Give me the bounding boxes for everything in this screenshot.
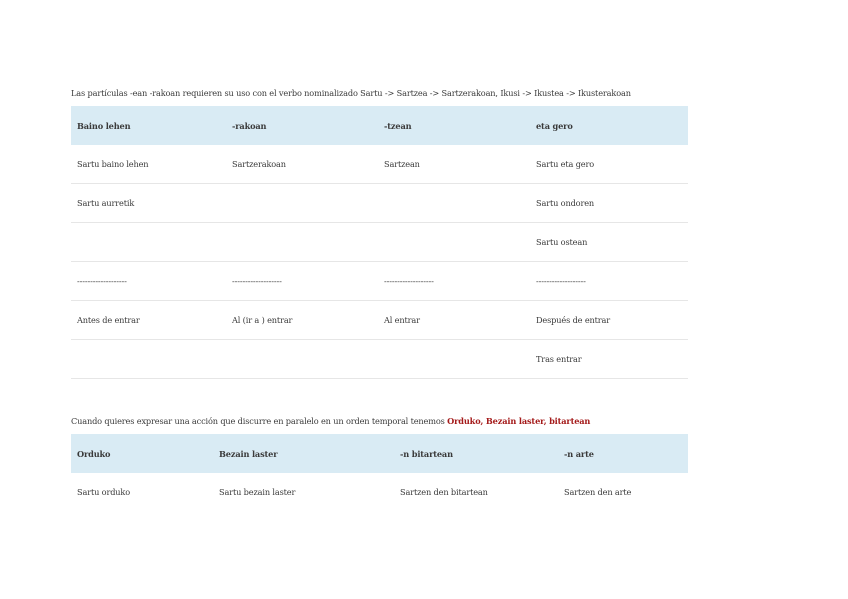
table-row-separator [71,262,688,301]
table-header-row [71,434,688,473]
table-cell: Sartu bezain laster [219,487,296,497]
table-row [71,223,688,262]
column-header: Orduko [71,434,213,473]
table-cell [378,184,530,223]
column-header: -n arte [558,434,688,473]
table-cell [226,184,378,223]
particles-table [71,106,688,379]
table-cell: Tras entrar [530,340,688,379]
column-header: eta gero [530,106,688,145]
table-cell: Sartu orduko [77,487,131,497]
table-cell: Sartu aurretik [71,184,226,223]
table-cell [378,223,530,262]
table-cell: ------------------- [226,262,378,301]
table-cell: Antes de entrar [71,301,226,340]
table-cell: Sartu ostean [530,223,688,262]
intro-paragraph-particles: Las partículas -ean -rakoan requieren su uso con el verbo nominalizado Sartu -> Sartzea -> Sartzerakoan, Ikusi -> Ikustea -> Ikusterakoan [71,88,631,98]
table-cell: Al entrar [378,301,530,340]
column-header: Baino lehen [71,106,226,145]
table-row [71,184,688,223]
parallel-table [71,434,688,511]
table-cell [71,340,226,379]
table-row [71,145,688,184]
column-header: -rakoan [226,106,378,145]
table-cell: Sartzerakoan [226,145,378,184]
table-cell: Al (ir a ) entrar [226,301,378,340]
intro-text: Cuando quieres expresar una acción que discurre en paralelo en un orden temporal tenemos [71,416,448,426]
table-row [71,340,688,379]
table-cell: ------------------- [71,262,226,301]
table-cell: ------------------- [530,262,688,301]
table-cell: Sartzen den bitartean [400,487,488,497]
table-cell: Sartu baino lehen [71,145,226,184]
table-cell: Sartu ondoren [530,184,688,223]
column-header: Bezain laster [213,434,394,473]
column-header: -tzean [378,106,530,145]
column-header: -n bitartean [394,434,558,473]
table-cell [226,223,378,262]
table-cell [226,340,378,379]
table-row [71,301,688,340]
intro-paragraph-parallel [71,416,711,426]
table-cell: ------------------- [378,262,530,301]
table-row [71,473,688,511]
table-cell: Sartzen den arte [564,487,632,497]
table-cell: Sartzean [378,145,530,184]
table-header-row [71,106,688,145]
table-cell: Sartu eta gero [530,145,688,184]
table-cell [71,223,226,262]
intro-highlight: Orduko, Bezain laster, bitartean [447,416,591,426]
table-cell [378,340,530,379]
table-cell: Después de entrar [530,301,688,340]
